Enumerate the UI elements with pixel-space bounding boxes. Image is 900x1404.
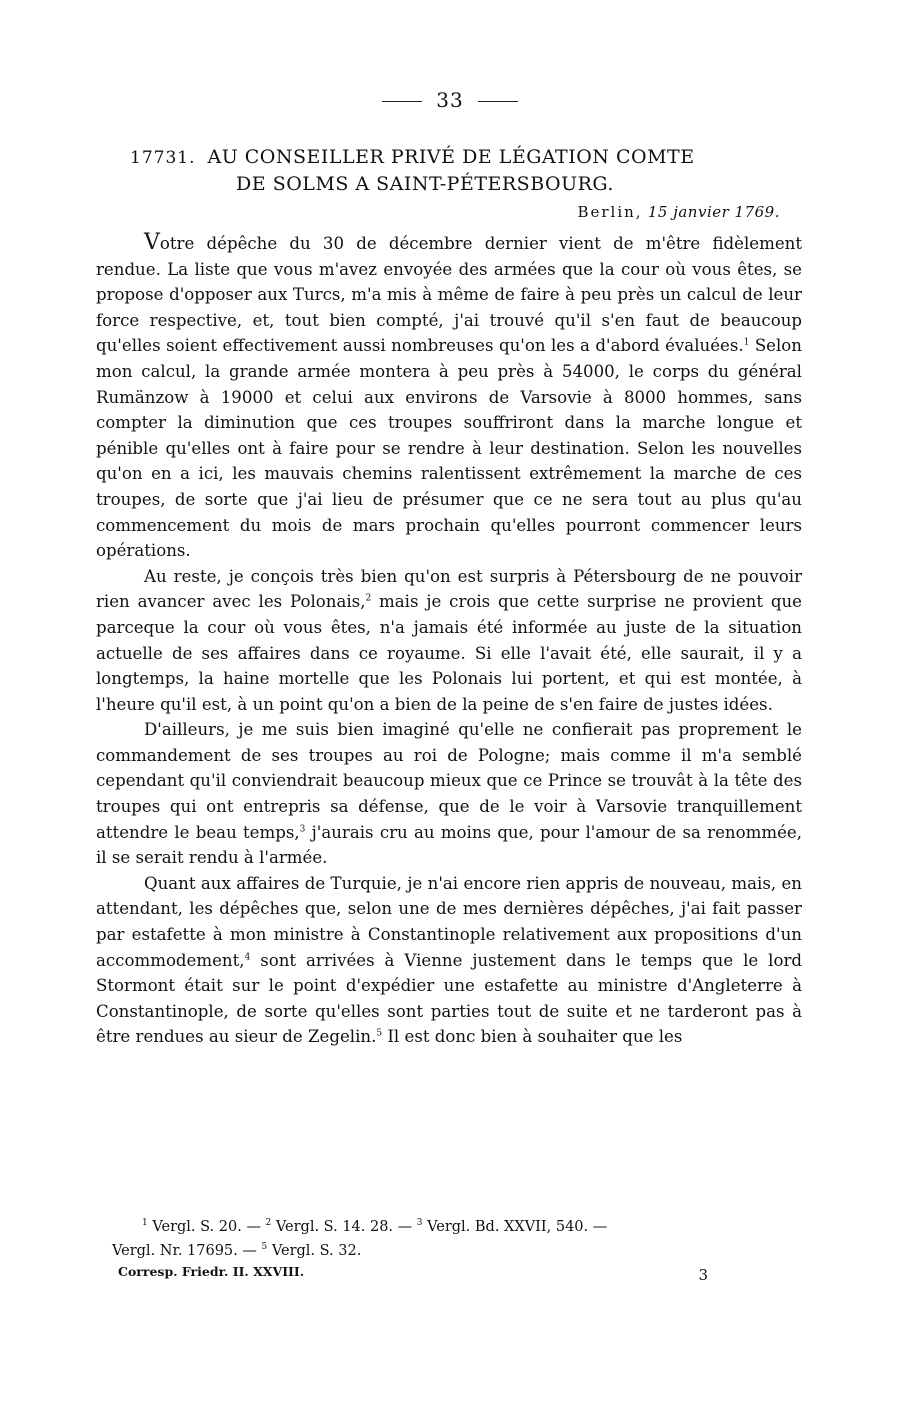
text-run: D'ailleurs, je me suis bien imaginé qu'elle ne confierait pas proprement le commandement de ses troupes au roi de Pologne; mais comme il m'a semblé cependant qu'il conviendrait beaucoup mieux que ce Prince se trouvât à la tête des troupes qui ont entrepris sa défense, que de le voir à Varsovie tranquillement attendre le beau temps, [96, 720, 802, 842]
page-header [0, 88, 900, 112]
footnote-marker: 5 [376, 1028, 383, 1039]
text-run: Au reste, je conçois très bien qu'on est surpris à Pétersbourg de ne pouvoir rien avancer avec les Polonais, [96, 566, 802, 612]
sheet-number: 3 [698, 1266, 708, 1284]
body-paragraph [96, 717, 802, 871]
body-paragraph [96, 871, 802, 1050]
footnote-marker: 3 [299, 824, 306, 835]
footnote-marker: 1 [142, 1218, 148, 1229]
letter-heading [130, 144, 790, 197]
header-rule-right [478, 101, 518, 102]
footnote-marker: 2 [365, 593, 372, 604]
text-run: Vergl. S. 32. [267, 1243, 362, 1259]
text-run: Vergl. Bd. XXVII, 540. — [422, 1219, 608, 1235]
footnotes [112, 1215, 802, 1263]
footnote-line [112, 1239, 802, 1263]
dateline [577, 203, 780, 221]
body-paragraph [96, 564, 802, 718]
text-run: Vergl. S. 14. 28. — [271, 1219, 417, 1235]
dateline-place: Berlin, [577, 203, 643, 221]
footnote-marker: 5 [261, 1242, 268, 1253]
letter-body [96, 230, 802, 1050]
footnote-line [112, 1215, 802, 1239]
footnote-marker: 2 [265, 1218, 272, 1229]
body-paragraph [96, 230, 802, 564]
text-run: sont arrivées à Vienne justement dans le temps que le lord Stormont était sur le point d'expédier une estafette au ministre d'Angleterre à Constantinople, de sorte qu'elles sont parties tout de suite et ne tarderont pas à être rendues au sieur de Zegelin. [96, 950, 802, 1047]
text-run: Selon mon calcul, la grande armée montera à peu près à 54000, le corps du général Rumänzow à 19000 et celui aux environs de Varsovie à 8000 hommes, sans compter la diminution que ces troupes souffriront dans la marche longue et pénible qu'elles ont à faire pour se rendre à leur destination. Selon les nouvelles qu'on en a ici, les mauvais chemins ralentissent extrêmement la marche de ces troupes, de sorte que j'ai lieu de présumer que ce ne sera tout au plus qu'au commencement du mois de mars prochain qu'elles pourront commencer leurs opérations. [96, 336, 802, 561]
text-run: Il est donc bien à souhaiter que les [382, 1027, 683, 1047]
text-run: Votre dépêche du 30 de décembre dernier vient de m'être fidèlement rendue. La liste que vous m'avez envoyée des armées que la cour où vous êtes, se propose d'opposer aux Turcs, m'a mis à même de faire à peu près un calcul de leur force respective, et, tout bien compté, j'ai trouvé qu'il s'en faut de beaucoup qu'elles soient effectivement aussi nombreuses qu'on les a d'abord évaluées. [96, 230, 802, 356]
letter-number: 17731. [130, 148, 196, 168]
text-run: Vergl. S. 20. — [147, 1219, 266, 1235]
text-run: Vergl. Nr. 17695. — [112, 1243, 262, 1259]
signature-source: Corresp. Friedr. II. XXVIII. [118, 1264, 305, 1279]
footnote-marker: 1 [743, 337, 750, 348]
text-run: Quant aux affaires de Turquie, je n'ai encore rien appris de nouveau, mais, en attendant, les dépêches que, selon une de mes dernières dépêches, j'ai fait passer par estafette à mon ministre à Constantinople relativement aux propositions d'un accommodement, [96, 873, 802, 970]
letter-title-line2: DE SOLMS A SAINT-PÉTERSBOURG. [236, 173, 614, 195]
footnote-marker: 3 [416, 1218, 423, 1229]
page-number: 33 [436, 88, 464, 112]
dateline-date: 15 janvier 1769. [647, 203, 780, 221]
text-run: mais je crois que cette surprise ne provient que parceque la cour où vous êtes, n'a jamais été informée au juste de la situation actuelle de ses affaires dans ce royaume. Si elle l'avait été, elle saurait, il y a longtemps, la haine mortelle que les Polonais lui portent, et qui est montée, à l'heure qu'il est, à un point qu'on a bien de la peine de s'en faire de justes idées. [96, 592, 802, 714]
signature-row [118, 1264, 708, 1284]
letter-title-line1: AU CONSEILLER PRIVÉ DE LÉGATION COMTE [207, 146, 695, 168]
footnote-marker: 4 [244, 952, 251, 963]
text-run: j'aurais cru au moins que, pour l'amour de sa renommée, il se serait rendu à l'armée. [96, 822, 802, 868]
header-rule-left [382, 101, 422, 102]
